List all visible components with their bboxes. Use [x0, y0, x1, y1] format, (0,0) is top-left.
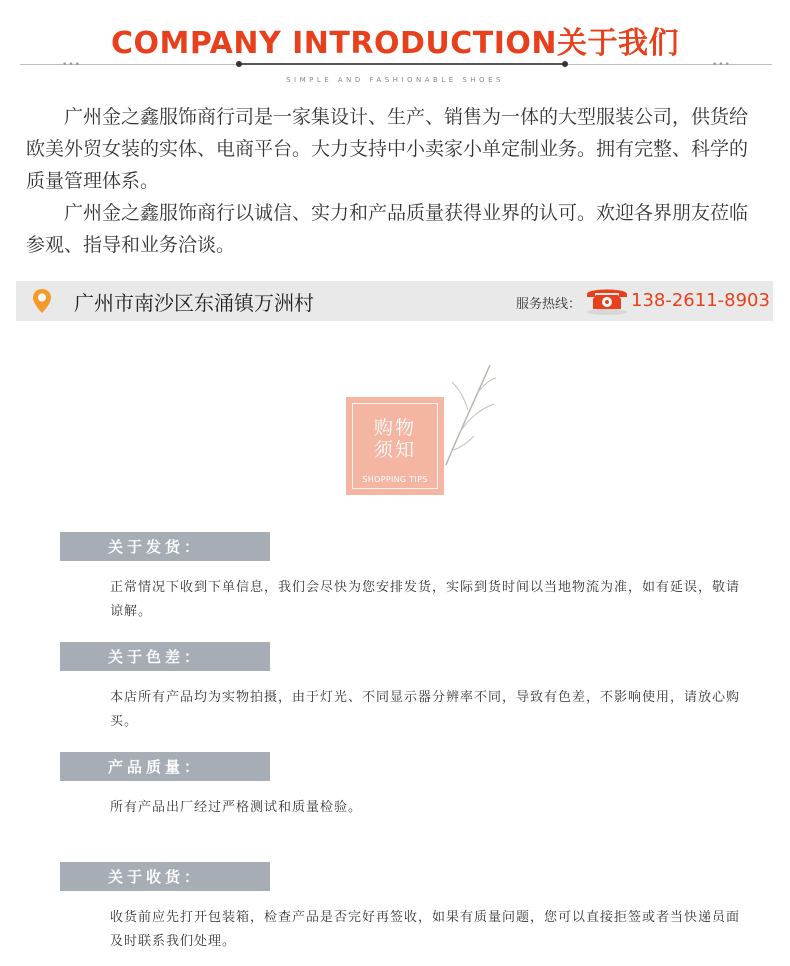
phone-number[interactable]: 138-2611-8903 — [631, 290, 770, 311]
section-heading-quality — [60, 752, 270, 781]
shopping-tips-badge — [346, 397, 444, 495]
section-heading-receiving — [60, 862, 270, 891]
company-address: 广州市南沙区东涌镇万洲村 — [74, 291, 314, 315]
title-divider-right — [566, 64, 772, 65]
location-pin-icon — [32, 288, 52, 314]
company-intro — [26, 101, 766, 261]
badge-title-line: 须知 — [373, 439, 416, 461]
section-heading-text: 产品质量： — [108, 758, 204, 776]
branch-decoration-icon — [438, 360, 498, 470]
divider-dot-left — [236, 61, 242, 67]
hotline-label: 服务热线： — [516, 297, 582, 312]
section-heading-text: 关于收货： — [108, 868, 204, 886]
section-heading-text: 关于发货： — [108, 538, 204, 556]
intro-paragraph: 广州金之鑫服饰商行以诚信、实力和产品质量获得业界的认可。欢迎各界朋友莅临参观、指导和业务洽谈。 — [26, 202, 749, 256]
page-subtitle: SIMPLE AND FASHIONABLE SHOES — [286, 76, 504, 84]
section-body-shipping: 正常情况下收到下单信息，我们会尽快为您安排发货，实际到货时间以当地物流为准，如有延误，敬请谅解。 — [110, 580, 741, 619]
intro-paragraph: 广州金之鑫服饰商行司是一家集设计、生产、销售为一体的大型服装公司，供货给欧美外贸女装的实体、电商平台。大力支持中小卖家小单定制业务。拥有完整、科学的质量管理体系。 — [26, 106, 749, 192]
badge-subtitle: SHOPPING TIPS — [362, 475, 428, 484]
title-divider-left — [20, 64, 240, 65]
telephone-icon — [584, 285, 630, 317]
divider-dots-left: ••• — [62, 60, 81, 70]
section-heading-shipping — [60, 532, 270, 561]
contact-bar — [16, 281, 773, 321]
section-body-receiving: 收货前应先打开包装箱，检查产品是否完好再签收，如果有质量问题，您可以直接拒签或者当快递员面及时联系我们处理。 — [110, 910, 741, 949]
section-body-color: 本店所有产品均为实物拍摄，由于灯光、不同显示器分辨率不同，导致有色差，不影响使用，请放心购买。 — [110, 690, 741, 729]
badge-title-line: 购物 — [373, 417, 416, 439]
title-divider-center — [240, 63, 566, 65]
section-heading-color — [60, 642, 270, 671]
badge-title — [346, 417, 444, 461]
page-title: COMPANY INTRODUCTION关于我们 — [111, 26, 679, 61]
section-body-quality: 所有产品出厂经过严格测试和质量检验。 — [110, 800, 363, 815]
divider-dot-right — [562, 61, 568, 67]
divider-dots-right: ••• — [712, 60, 731, 70]
section-heading-text: 关于色差： — [108, 648, 204, 666]
